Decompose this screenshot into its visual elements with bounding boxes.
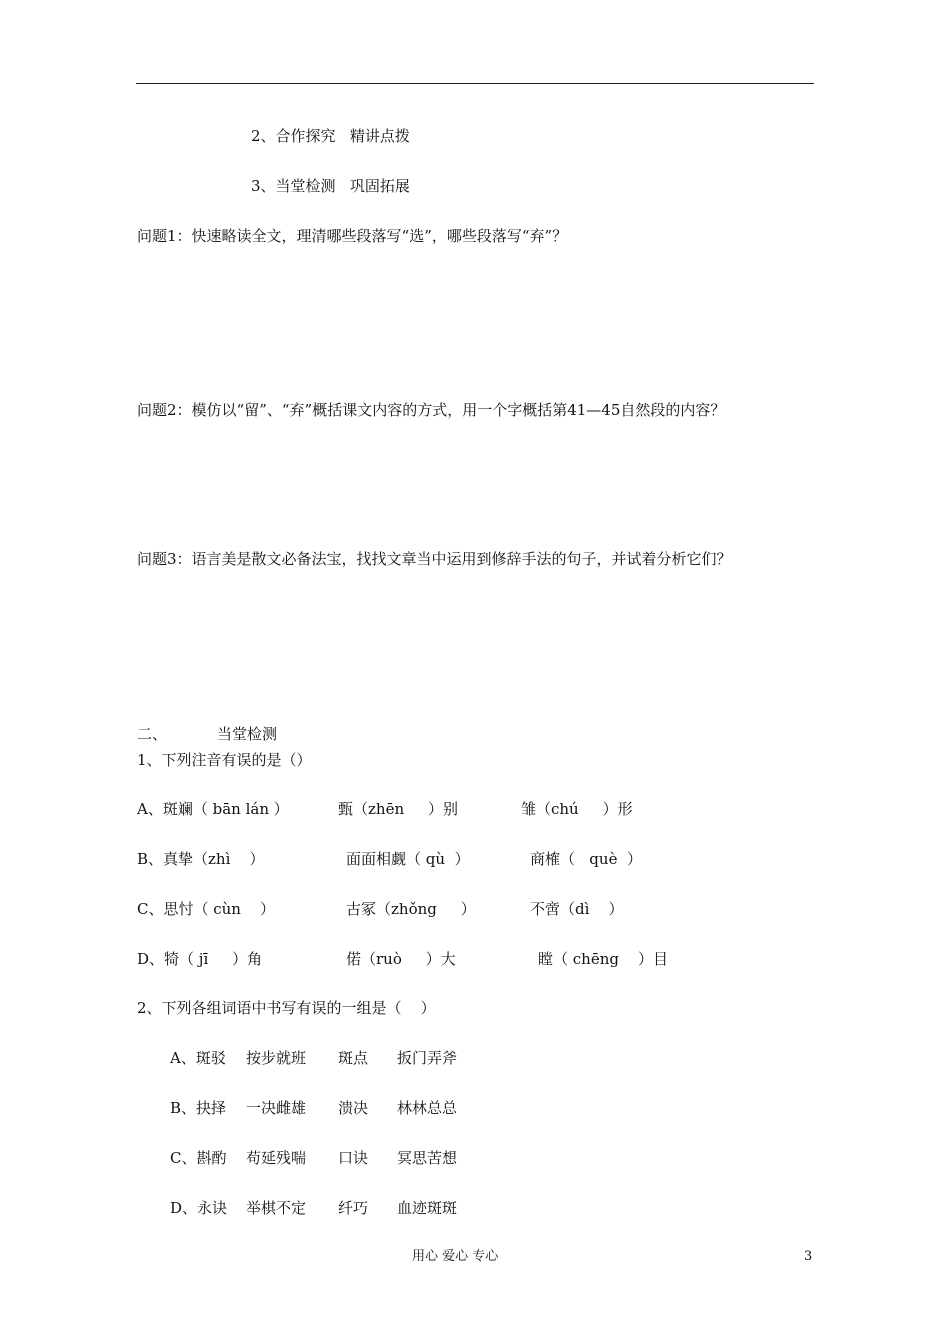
option-item: 偌（ruò ）大 <box>346 950 456 968</box>
exercise-1-prompt: 1、下列注音有误的是（） <box>137 751 312 769</box>
option-item: 口诀 <box>338 1149 369 1167</box>
option-item: 甄（zhēn ）别 <box>338 800 458 818</box>
option-item: 扳门弄斧 <box>397 1049 458 1067</box>
option-item: 林林总总 <box>397 1099 458 1117</box>
header-rule <box>136 83 814 84</box>
option-item: 商榷（ què ） <box>530 850 642 868</box>
option-item: A、斑驳 <box>170 1049 226 1067</box>
footer-slogan: 用心 爱心 专心 <box>412 1249 499 1264</box>
step-in-class-check: 3、当堂检测 巩固拓展 <box>251 177 410 195</box>
option-item: 一决雌雄 <box>246 1099 307 1117</box>
option-item: 按步就班 <box>246 1049 307 1067</box>
option-item: C、思忖（ cùn ） <box>137 900 276 918</box>
option-item: 冥思苦想 <box>397 1149 458 1167</box>
exercise-2-prompt: 2、下列各组词语中书写有误的一组是（ ） <box>137 999 436 1017</box>
option-item: 苟延残喘 <box>246 1149 307 1167</box>
option-item: D、犄（ jī ）角 <box>137 950 263 968</box>
option-item: 斑点 <box>338 1049 369 1067</box>
option-item: 瞠（ chēng ）目 <box>538 950 669 968</box>
question-2: 问题2：模仿以“留”、“弃”概括课文内容的方式，用一个字概括第41—45自然段的内容？ <box>137 401 726 419</box>
option-item: A、斑斓（ bān lán ） <box>137 800 289 818</box>
option-item: 血迹斑斑 <box>397 1199 458 1217</box>
option-item: 面面相觑（ qù ） <box>346 850 470 868</box>
option-item: 举棋不定 <box>246 1199 307 1217</box>
option-item: B、抉择 <box>170 1099 227 1117</box>
section-two-number: 二、 <box>137 725 168 743</box>
option-item: 纤巧 <box>338 1199 369 1217</box>
page-number: 3 <box>804 1249 813 1264</box>
question-3: 问题3：语言美是散文必备法宝，找找文章当中运用到修辞手法的句子，并试着分析它们？ <box>137 550 732 568</box>
section-two-title: 当堂检测 <box>217 725 278 743</box>
option-item: B、真挚（zhì ） <box>137 850 265 868</box>
question-1: 问题1：快速略读全文，理清哪些段落写“选”，哪些段落写“弃”？ <box>137 227 568 245</box>
option-item: D、永诀 <box>170 1199 228 1217</box>
option-item: C、斟酌 <box>170 1149 227 1167</box>
option-item: 不啻（dì ） <box>530 900 624 918</box>
option-item: 古冢（zhǒng ） <box>346 900 476 918</box>
option-item: 溃决 <box>338 1099 369 1117</box>
step-cooperative-inquiry: 2、合作探究 精讲点拨 <box>251 127 410 145</box>
option-item: 雏（chú ）形 <box>521 800 633 818</box>
